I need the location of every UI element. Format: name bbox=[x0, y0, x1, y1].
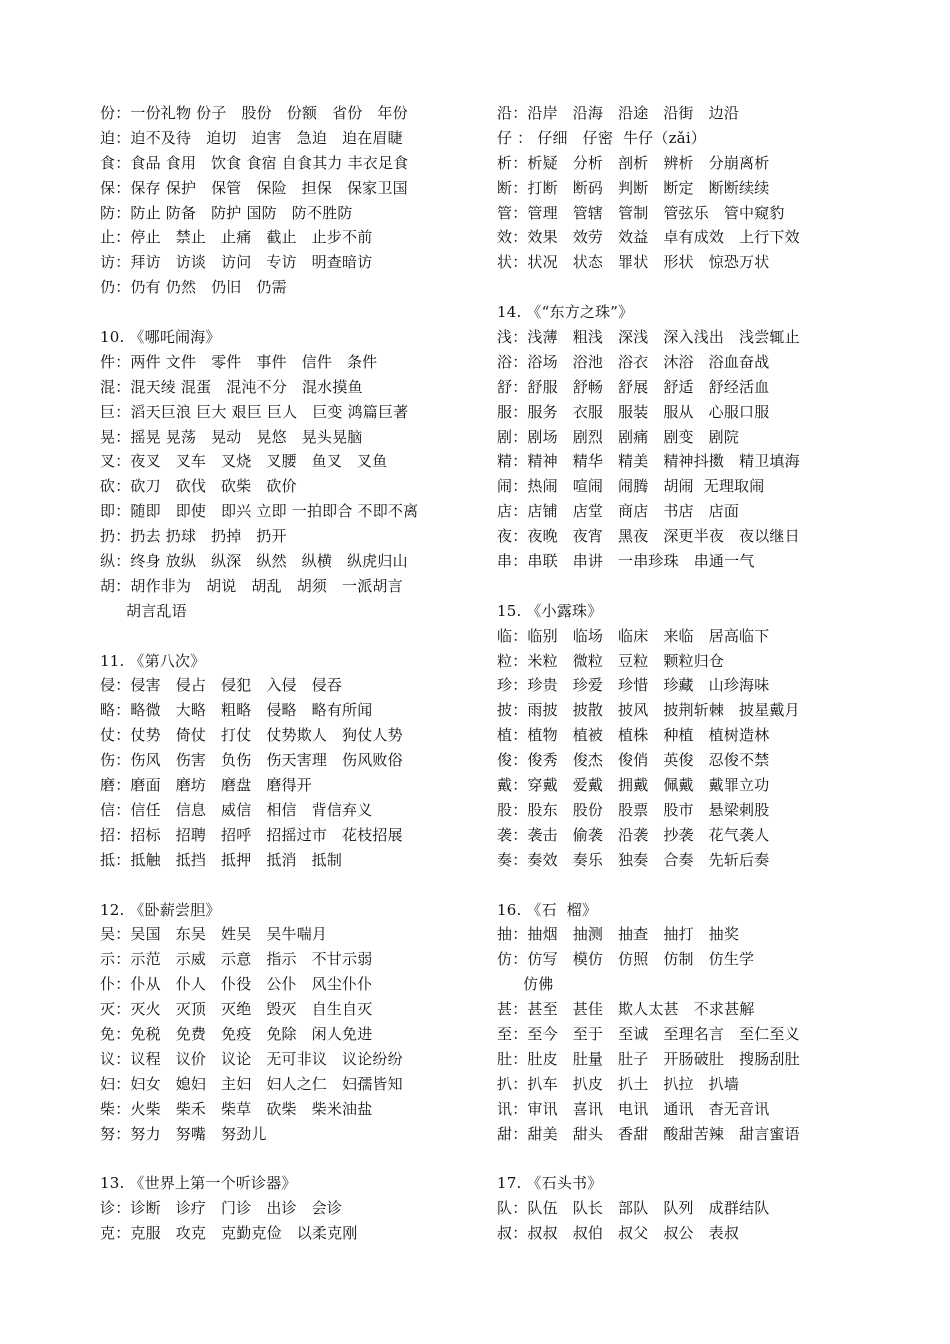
vocab-line: 抵：抵触 抵挡 抵押 抵消 抵制 bbox=[100, 850, 343, 869]
vocab-line: 招：招标 招聘 招呼 招摇过市 花枝招展 bbox=[100, 825, 403, 844]
vocab-line: 至：至今 至于 至诚 至理名言 至仁至义 bbox=[497, 1024, 800, 1043]
vocab-line: 浅：浅薄 粗浅 深浅 深入浅出 浅尝辄止 bbox=[497, 328, 800, 347]
vocab-line: 仆：仆从 仆人 仆役 公仆 风尘仆仆 bbox=[100, 975, 373, 994]
vocab-line: 队：队伍 队长 部队 队列 成群结队 bbox=[497, 1199, 770, 1218]
right-column bbox=[497, 101, 897, 1246]
vocab-line: 夜：夜晚 夜宵 黑夜 深更半夜 夜以继日 bbox=[497, 527, 800, 546]
vocab-line: 胡：胡作非为 胡说 胡乱 胡须 一派胡言 bbox=[100, 576, 403, 595]
vocab-line: 妇：妇女 媳妇 主妇 妇人之仁 妇孺皆知 bbox=[100, 1074, 403, 1093]
vocab-line: 防：防止 防备 防护 国防 防不胜防 bbox=[100, 203, 353, 222]
vocab-line: 吴：吴国 东吴 姓吴 吴牛喘月 bbox=[100, 925, 328, 944]
vocab-line: 剧：剧场 剧烈 剧痛 剧变 剧院 bbox=[497, 427, 740, 446]
vocab-line: 断：打断 断码 判断 断定 断断续续 bbox=[497, 178, 770, 197]
vocab-line-continuation: 胡言乱语 bbox=[126, 601, 187, 620]
vocab-line: 份：一份礼物 份子 股份 份额 省份 年份 bbox=[100, 104, 408, 122]
blank-line bbox=[100, 300, 480, 325]
lesson-heading: 16. 《石 榴》 bbox=[497, 900, 598, 919]
vocab-line: 甜：甜美 甜头 香甜 酸甜苦辣 甜言蜜语 bbox=[497, 1124, 800, 1143]
vocab-line: 俊：俊秀 俊杰 俊俏 英俊 忍俊不禁 bbox=[497, 751, 770, 770]
vocab-line: 精：精神 精华 精美 精神抖擞 精卫填海 bbox=[497, 452, 800, 471]
vocab-line: 柴：火柴 柴禾 柴草 砍柴 柴米油盐 bbox=[100, 1099, 373, 1118]
vocab-line: 纵：终身 放纵 纵深 纵然 纵横 纵虎归山 bbox=[100, 552, 408, 571]
vocab-line: 粒：米粒 微粒 豆粒 颗粒归仓 bbox=[497, 651, 725, 670]
vocab-line: 披：雨披 披散 披风 披荆斩棘 披星戴月 bbox=[497, 701, 800, 720]
blank-line bbox=[497, 574, 897, 599]
vocab-line: 股：股东 股份 股票 股市 悬梁刺股 bbox=[497, 800, 770, 819]
vocab-line: 保：保存 保护 保管 保险 担保 保家卫国 bbox=[100, 178, 408, 197]
blank-line bbox=[100, 624, 480, 649]
vocab-line: 扔：扔去 扔球 扔掉 扔开 bbox=[100, 527, 287, 546]
vocab-line: 示：示范 示威 示意 指示 不甘示弱 bbox=[100, 950, 373, 969]
vocab-line: 努：努力 努嘴 努劲儿 bbox=[100, 1124, 267, 1143]
vocab-line: 食：食品 食用 饮食 食宿 自食其力 丰衣足食 bbox=[100, 153, 409, 172]
blank-line bbox=[497, 1146, 897, 1171]
lesson-heading: 13. 《世界上第一个听诊器》 bbox=[100, 1174, 297, 1193]
vocab-line: 串：串联 串讲 一串珍珠 串通一气 bbox=[497, 552, 755, 571]
vocab-line: 叉：夜叉 叉车 叉烧 叉腰 鱼叉 叉鱼 bbox=[100, 452, 388, 471]
vocab-line: 磨：磨面 磨坊 磨盘 磨得开 bbox=[100, 776, 312, 795]
vocab-line: 讯：审讯 喜讯 电讯 通讯 杳无音讯 bbox=[497, 1099, 770, 1118]
vocab-line: 甚：甚至 甚佳 欺人太甚 不求甚解 bbox=[497, 1000, 755, 1019]
vocab-line: 诊：诊断 诊疗 门诊 出诊 会诊 bbox=[100, 1199, 343, 1218]
blank-line bbox=[100, 1146, 480, 1171]
vocab-line: 管：管理 管辖 管制 管弦乐 管中窥豹 bbox=[497, 203, 785, 222]
vocab-line: 效：效果 效劳 效益 卓有成效 上行下效 bbox=[497, 228, 800, 247]
vocab-line: 巨：滔天巨浪 巨大 艰巨 巨人 巨变 鸿篇巨著 bbox=[100, 402, 409, 421]
lesson-heading: 17. 《石头书》 bbox=[497, 1174, 603, 1193]
blank-line bbox=[497, 275, 897, 300]
vocab-line: 舒：舒服 舒畅 舒展 舒适 舒经活血 bbox=[497, 377, 770, 396]
vocab-line: 店：店铺 店堂 商店 书店 店面 bbox=[497, 502, 740, 521]
vocab-line: 件：两件 文件 零件 事件 信件 条件 bbox=[100, 352, 378, 371]
vocab-line: 奏：奏效 奏乐 独奏 合奏 先斩后奏 bbox=[497, 850, 770, 869]
vocab-line: 状：状况 状态 罪状 形状 惊恐万状 bbox=[497, 253, 770, 272]
lesson-heading: 12. 《卧薪尝胆》 bbox=[100, 900, 221, 919]
vocab-line: 仗：仗势 倚仗 打仗 仗势欺人 狗仗人势 bbox=[100, 726, 403, 745]
vocab-line: 析：析疑 分析 剖析 辨析 分崩离析 bbox=[497, 153, 770, 172]
vocab-line: 服：服务 衣服 服装 服从 心服口服 bbox=[497, 402, 770, 421]
vocab-line: 即：随即 即使 即兴 立即 一拍即合 不即不离 bbox=[100, 502, 419, 521]
vocab-line: 灭：灭火 灭顶 灭绝 毁灭 自生自灭 bbox=[100, 1000, 373, 1019]
vocab-line: 珍：珍贵 珍爱 珍惜 珍藏 山珍海味 bbox=[497, 676, 770, 695]
lesson-heading: 11. 《第八次》 bbox=[100, 651, 206, 670]
vocab-line: 砍：砍刀 砍伐 砍柴 砍价 bbox=[100, 477, 297, 496]
vocab-line: 免：免税 免费 免疫 免除 闲人免进 bbox=[100, 1024, 373, 1043]
left-column bbox=[100, 101, 480, 1246]
vocab-line: 沿：沿岸 沿海 沿途 沿街 边沿 bbox=[497, 104, 740, 122]
vocab-line: 抽：抽烟 抽测 抽查 抽打 抽奖 bbox=[497, 925, 740, 944]
vocab-line: 仿：仿写 模仿 仿照 仿制 仿生学 bbox=[497, 950, 755, 969]
vocab-line: 肚：肚皮 肚量 肚子 开肠破肚 搜肠刮肚 bbox=[497, 1049, 800, 1068]
vocab-line: 访：拜访 访谈 访问 专访 明查暗访 bbox=[100, 253, 373, 272]
vocab-line: 伤：伤风 伤害 负伤 伤天害理 伤风败俗 bbox=[100, 751, 403, 770]
vocab-line: 临：临别 临场 临床 来临 居高临下 bbox=[497, 626, 770, 645]
blank-line bbox=[100, 873, 480, 898]
vocab-line: 戴：穿戴 爱戴 拥戴 佩戴 戴罪立功 bbox=[497, 776, 770, 795]
vocab-line: 克：克服 攻克 克勤克俭 以柔克刚 bbox=[100, 1224, 358, 1243]
vocab-line: 扒：扒车 扒皮 扒土 扒拉 扒墙 bbox=[497, 1074, 740, 1093]
lesson-heading: 14. 《“东方之珠”》 bbox=[497, 303, 634, 322]
vocab-line-continuation: 仿佛 bbox=[523, 975, 554, 994]
lesson-heading: 10. 《哪吒闹海》 bbox=[100, 328, 221, 347]
lesson-heading: 15. 《小露珠》 bbox=[497, 601, 603, 620]
blank-line bbox=[497, 873, 897, 898]
vocab-line: 仔 ： 仔细 仔密 牛仔（zǎi） bbox=[497, 128, 707, 147]
vocab-line: 信：信任 信息 威信 相信 背信弃义 bbox=[100, 800, 373, 819]
vocab-line: 侵：侵害 侵占 侵犯 入侵 侵吞 bbox=[100, 676, 343, 695]
vocab-line: 仍：仍有 仍然 仍旧 仍需 bbox=[100, 278, 287, 297]
vocab-line: 晃：摇晃 晃荡 晃动 晃悠 晃头晃脑 bbox=[100, 427, 363, 446]
vocab-line: 迫：迫不及待 迫切 迫害 急迫 迫在眉睫 bbox=[100, 128, 403, 147]
vocab-line: 略：略微 大略 粗略 侵略 略有所闻 bbox=[100, 701, 373, 720]
vocab-line: 袭：袭击 偷袭 沿袭 抄袭 花气袭人 bbox=[497, 825, 770, 844]
vocab-line: 浴：浴场 浴池 浴衣 沐浴 浴血奋战 bbox=[497, 352, 770, 371]
vocab-line: 叔：叔叔 叔伯 叔父 叔公 表叔 bbox=[497, 1224, 740, 1243]
vocab-line: 议：议程 议价 议论 无可非议 议论纷纷 bbox=[100, 1049, 403, 1068]
vocab-line: 闹：热闹 喧闹 闹腾 胡闹 无理取闹 bbox=[497, 477, 765, 496]
vocab-line: 止：停止 禁止 止痛 截止 止步不前 bbox=[100, 228, 373, 247]
vocab-line: 混：混天绫 混蛋 混沌不分 混水摸鱼 bbox=[100, 377, 363, 396]
vocab-line: 植：植物 植被 植株 种植 植树造林 bbox=[497, 726, 770, 745]
